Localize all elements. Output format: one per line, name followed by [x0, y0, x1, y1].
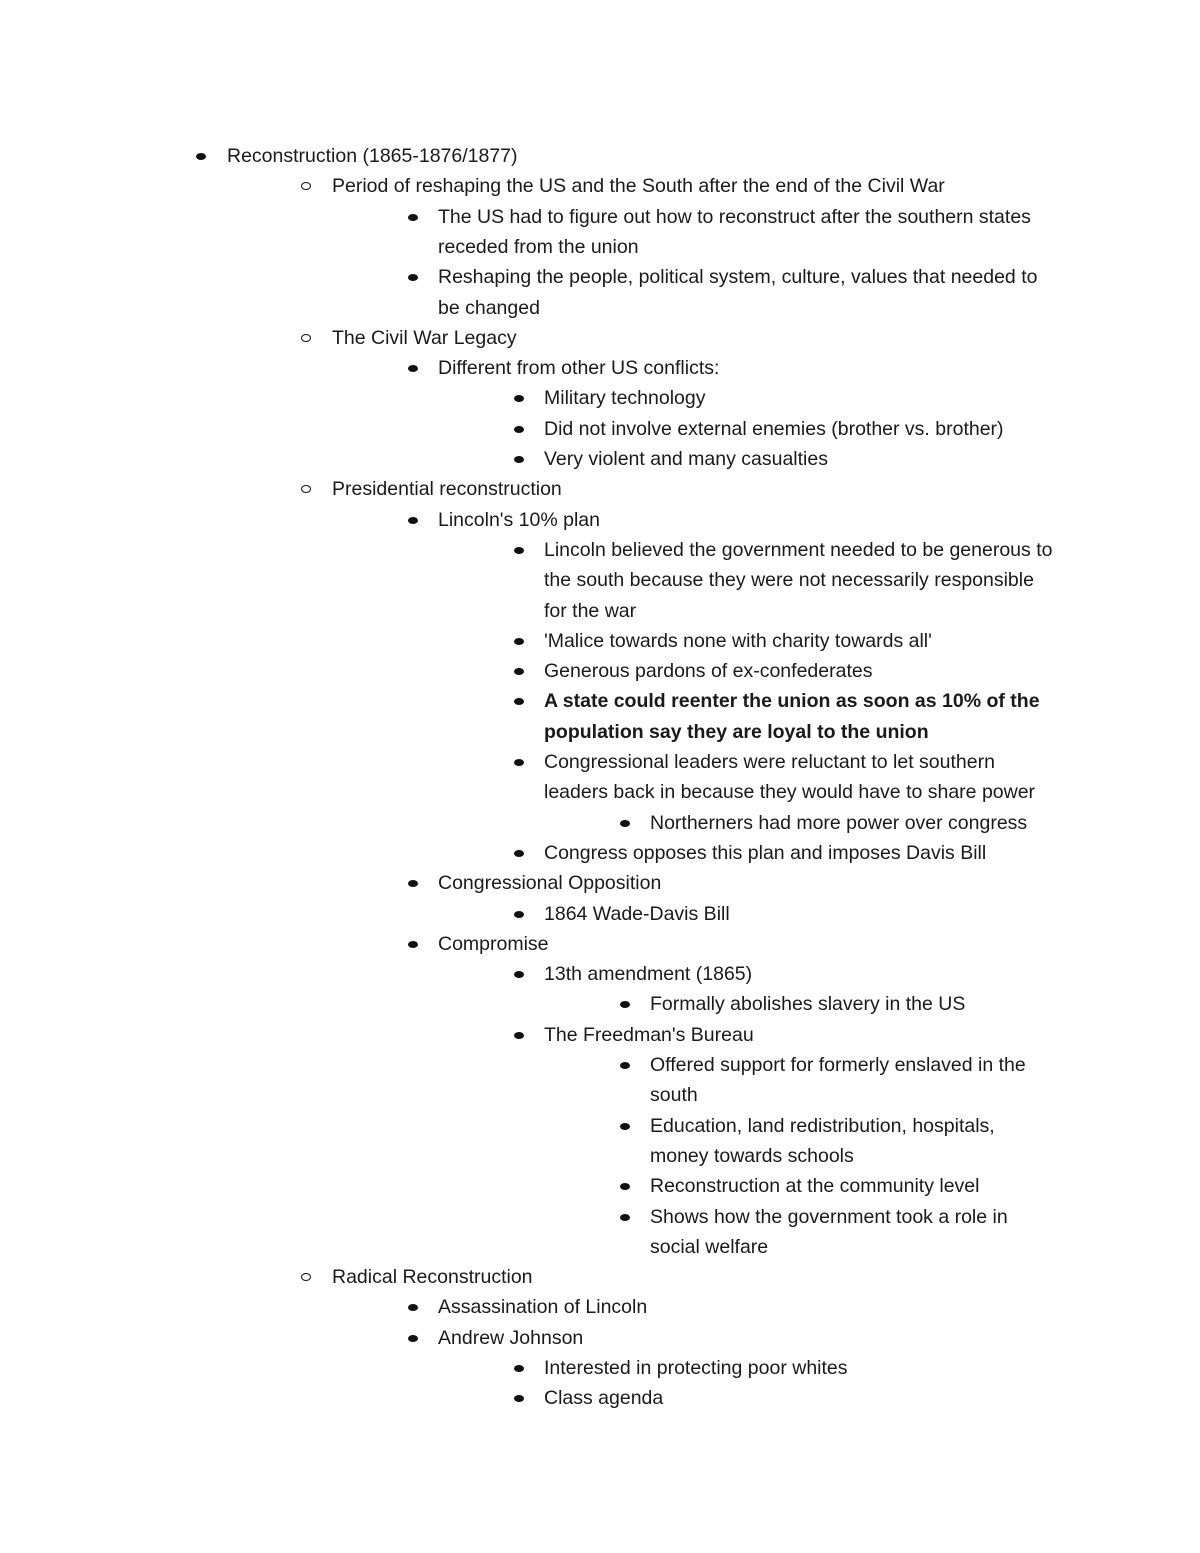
- outline-line-text: Reshaping the people, political system, culture, values that needed to: [438, 266, 1038, 289]
- filled-bullet-icon: [616, 1171, 640, 1201]
- outline-line: [0, 656, 1200, 686]
- outline-line: [0, 293, 1200, 323]
- outline-line-text: Interested in protecting poor whites: [544, 1357, 848, 1379]
- outline-line: [0, 747, 1200, 777]
- filled-bullet-icon: [192, 141, 216, 171]
- outline-line-text: Generous pardons of ex-confederates: [544, 660, 873, 683]
- hollow-circle-bullet-icon: [298, 474, 322, 504]
- filled-bullet-icon: [510, 959, 534, 989]
- outline-line-text: Reconstruction (1865-1876/1877): [227, 145, 518, 167]
- outline-line-text: Radical Reconstruction: [332, 1266, 533, 1289]
- outline-line: [0, 1323, 1200, 1353]
- outline-line: [0, 1111, 1200, 1141]
- filled-bullet-icon: [404, 262, 428, 292]
- filled-bullet-icon: [404, 868, 428, 898]
- outline-line: [0, 1202, 1200, 1232]
- outline-line: [0, 717, 1200, 747]
- outline-line-text: Offered support for formerly enslaved in the: [650, 1054, 1026, 1076]
- outline-line: [0, 1232, 1200, 1262]
- hollow-circle-bullet-icon: [298, 171, 322, 201]
- outline-line: [0, 1050, 1200, 1080]
- filled-bullet-icon: [510, 656, 534, 686]
- outline-line-text: The Civil War Legacy: [332, 326, 517, 349]
- filled-bullet-icon: [510, 444, 534, 474]
- outline-line-text: be changed: [438, 296, 540, 319]
- outline-line-text: 13th amendment (1865): [544, 963, 753, 986]
- outline-line-text: 'Malice towards none with charity towards all': [544, 629, 932, 652]
- outline-line-text: Congressional leaders were reluctant to let southern: [544, 751, 995, 773]
- outline-line-text: for the war: [544, 599, 637, 622]
- filled-bullet-icon: [404, 505, 428, 535]
- outline-line: [0, 353, 1200, 383]
- outline-line-text: Class agenda: [544, 1387, 664, 1410]
- outline-line-text: Different from other US conflicts:: [438, 357, 720, 380]
- outline-line-text: Very violent and many casualties: [544, 448, 828, 470]
- outline-line: [0, 596, 1200, 626]
- outline-line-text: Assassination of Lincoln: [438, 1296, 648, 1319]
- outline-line: [0, 1383, 1200, 1413]
- outline-line: [0, 323, 1200, 353]
- outline-line-text: Lincoln believed the government needed to be generous to: [544, 538, 1053, 561]
- outline-line-text: 1864 Wade-Davis Bill: [544, 902, 730, 925]
- hollow-circle-bullet-icon: [298, 1262, 322, 1292]
- outline-line-text: Formally abolishes slavery in the US: [650, 993, 966, 1016]
- outline-line: [0, 1262, 1200, 1292]
- filled-bullet-icon: [404, 202, 428, 232]
- outline-line-text: Presidential reconstruction: [332, 478, 562, 501]
- outline-line: [0, 929, 1200, 959]
- outline-line: [0, 1141, 1200, 1171]
- filled-bullet-icon: [616, 1202, 640, 1232]
- outline-line: [0, 1171, 1200, 1201]
- outline-line-text: Shows how the government took a role in: [650, 1205, 1008, 1228]
- outline-line: [0, 262, 1200, 292]
- outline-line-text: Northerners had more power over congress: [650, 811, 1028, 834]
- outline-line-text: A state could reenter the union as soon as 10% of the: [544, 690, 1040, 713]
- outline-line-text: Lincoln's 10% plan: [438, 508, 600, 531]
- filled-bullet-icon: [510, 1353, 534, 1383]
- outline-line: [0, 141, 1200, 171]
- outline-line-text: Reconstruction at the community level: [650, 1175, 980, 1198]
- outline-line-text: money towards schools: [650, 1144, 854, 1167]
- filled-bullet-icon: [616, 1050, 640, 1080]
- filled-bullet-icon: [510, 899, 534, 929]
- outline-line-text: south: [650, 1084, 698, 1107]
- outline-line: [0, 989, 1200, 1019]
- filled-bullet-icon: [404, 1323, 428, 1353]
- outline-line: [0, 777, 1200, 807]
- outline-line: [0, 899, 1200, 929]
- outline-line-text: social welfare: [650, 1235, 769, 1258]
- filled-bullet-icon: [510, 383, 534, 413]
- outline-line-text: The Freedman's Bureau: [544, 1023, 754, 1046]
- outline-line: [0, 414, 1200, 444]
- filled-bullet-icon: [510, 626, 534, 656]
- outline-line-text: Military technology: [544, 387, 706, 410]
- filled-bullet-icon: [510, 747, 534, 777]
- outline-line-text: Period of reshaping the US and the South after the end of the Civil War: [332, 175, 945, 198]
- filled-bullet-icon: [510, 838, 534, 868]
- filled-bullet-icon: [510, 414, 534, 444]
- outline-line: [0, 686, 1200, 716]
- outline-line: [0, 444, 1200, 474]
- outline-line: [0, 1080, 1200, 1110]
- hollow-circle-bullet-icon: [298, 323, 322, 353]
- outline-line: [0, 868, 1200, 898]
- outline-line: [0, 626, 1200, 656]
- outline-line: [0, 1020, 1200, 1050]
- outline-line-text: Andrew Johnson: [438, 1326, 584, 1349]
- filled-bullet-icon: [510, 1383, 534, 1413]
- outline-line: [0, 383, 1200, 413]
- outline-line-text: Compromise: [438, 932, 549, 955]
- outline-line-text: Did not involve external enemies (brother vs. brother): [544, 417, 1004, 440]
- outline-line: [0, 535, 1200, 565]
- filled-bullet-icon: [616, 808, 640, 838]
- filled-bullet-icon: [510, 535, 534, 565]
- outline-line: [0, 505, 1200, 535]
- outline-line-text: population say they are loyal to the union: [544, 720, 929, 743]
- outline-line: [0, 838, 1200, 868]
- outline-line-text: Congressional Opposition: [438, 872, 662, 895]
- outline-line: [0, 808, 1200, 838]
- outline-line: [0, 959, 1200, 989]
- outline-line: [0, 474, 1200, 504]
- filled-bullet-icon: [404, 353, 428, 383]
- outline-line: [0, 1353, 1200, 1383]
- filled-bullet-icon: [404, 929, 428, 959]
- outline-line: [0, 171, 1200, 201]
- filled-bullet-icon: [616, 989, 640, 1019]
- filled-bullet-icon: [616, 1111, 640, 1141]
- filled-bullet-icon: [404, 1292, 428, 1322]
- outline-line-text: Congress opposes this plan and imposes Davis Bill: [544, 841, 987, 864]
- outline-line: [0, 565, 1200, 595]
- outline-line-text: The US had to figure out how to reconstruct after the southern states: [438, 205, 1031, 228]
- filled-bullet-icon: [510, 1020, 534, 1050]
- outline-line-text: leaders back in because they would have to share power: [544, 781, 1036, 804]
- outline-line-text: receded from the union: [438, 235, 639, 258]
- outline-line-text: Education, land redistribution, hospitals,: [650, 1114, 995, 1137]
- outline-line: [0, 232, 1200, 262]
- outline-line-text: the south because they were not necessarily responsible: [544, 569, 1034, 592]
- outline-line: [0, 1292, 1200, 1322]
- outline-line: [0, 202, 1200, 232]
- filled-bullet-icon: [510, 686, 534, 716]
